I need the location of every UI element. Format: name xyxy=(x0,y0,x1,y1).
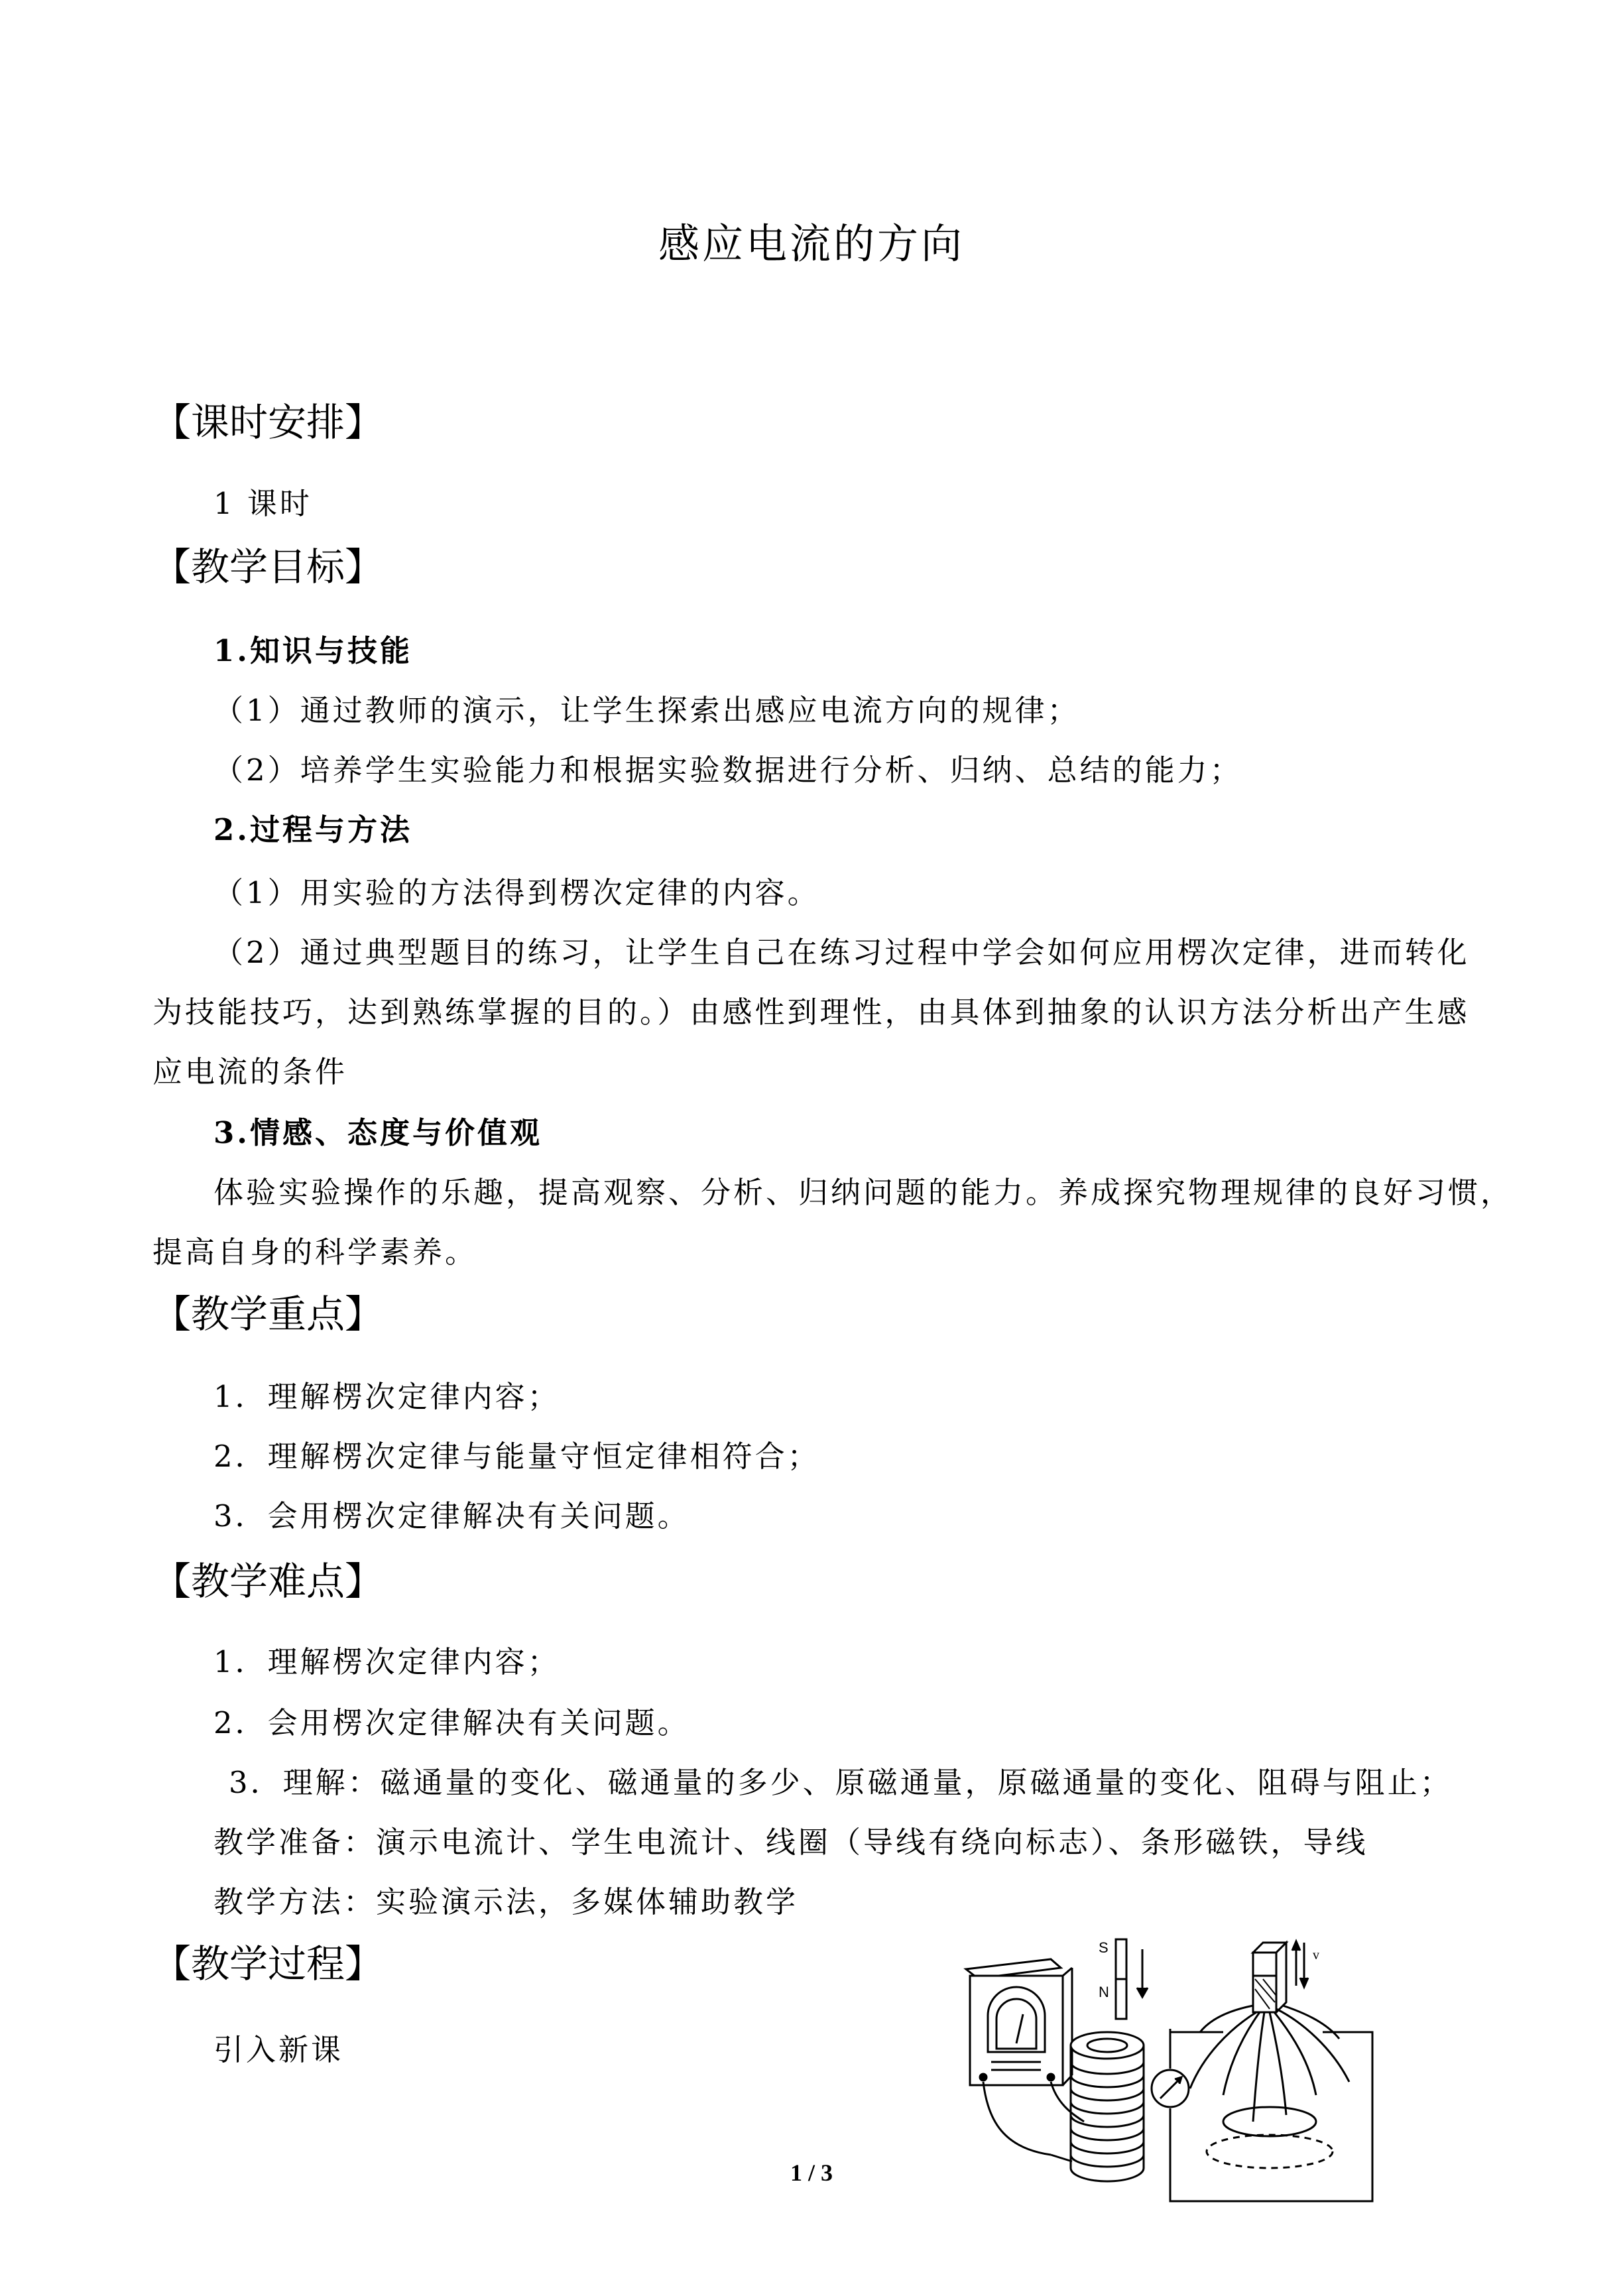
page-number: 1 / 3 xyxy=(790,2159,833,2186)
section-heading-key-points: 【教学重点】 xyxy=(152,1292,384,1337)
objective-knowledge-2: （2）培养学生实验能力和根据实验数据进行分析、归纳、总结的能力； xyxy=(213,753,1242,788)
velocity-label: v xyxy=(1313,1948,1319,1963)
objective-process-1: （1）用实验的方法得到楞次定律的内容。 xyxy=(213,875,820,910)
objective-emotion-line1: 体验实验操作的乐趣，提高观察、分析、归纳问题的能力。养成探究物理规律的良好习惯， xyxy=(213,1175,1514,1210)
objective-knowledge-1: （1）通过教师的演示，让学生探索出感应电流方向的规律； xyxy=(213,693,1080,728)
teaching-method: 教学方法：实验演示法，多媒体辅助教学 xyxy=(213,1884,799,1919)
magnet-s-label: S xyxy=(1099,1939,1109,1956)
difficulty-2: 2．会用楞次定律解决有关问题。 xyxy=(213,1705,690,1740)
section-heading-process: 【教学过程】 xyxy=(152,1941,384,1986)
objective-process-2-line3: 应电流的条件 xyxy=(152,1054,348,1089)
difficulty-1: 1．理解楞次定律内容； xyxy=(213,1644,560,1679)
section-heading-schedule: 【课时安排】 xyxy=(152,400,384,445)
bar-magnet-icon xyxy=(1116,1939,1126,2019)
magnet-n-label: N xyxy=(1099,1984,1109,2000)
process-intro: 引入新课 xyxy=(213,2032,344,2067)
objective-emotion-title: 3.情感、态度与价值观 xyxy=(213,1115,542,1150)
objective-process-title: 2.过程与方法 xyxy=(213,812,412,847)
page-title: 感应电流的方向 xyxy=(658,219,965,268)
key-point-2: 2．理解楞次定律与能量守恒定律相符合； xyxy=(213,1439,820,1474)
objective-process-2-line2: 为技能技巧，达到熟练掌握的目的。）由感性到理性，由具体到抽象的认识方法分析出产生感 xyxy=(152,995,1470,1030)
galvanometer-icon xyxy=(966,1959,1072,2085)
schedule-text: 1 课时 xyxy=(213,486,312,521)
objective-knowledge-title: 1.知识与技能 xyxy=(213,633,412,668)
teaching-preparation: 教学准备：演示电流计、学生电流计、线圈（导线有绕向标志）、条形磁铁，导线 xyxy=(213,1825,1368,1860)
section-heading-objectives: 【教学目标】 xyxy=(152,544,384,589)
objective-process-2-line1: （2）通过典型题目的练习，让学生自己在练习过程中学会如何应用楞次定律，进而转化 xyxy=(213,935,1470,970)
key-point-3: 3．会用楞次定律解决有关问题。 xyxy=(213,1498,690,1534)
section-heading-difficulties: 【教学难点】 xyxy=(152,1559,384,1604)
objective-emotion-line2: 提高自身的科学素养。 xyxy=(152,1235,478,1270)
key-point-1: 1．理解楞次定律内容； xyxy=(213,1379,560,1414)
difficulty-3: 3．理解：磁通量的变化、磁通量的多少、原磁通量，原磁通量的变化、阻碍与阻止； xyxy=(229,1765,1453,1800)
